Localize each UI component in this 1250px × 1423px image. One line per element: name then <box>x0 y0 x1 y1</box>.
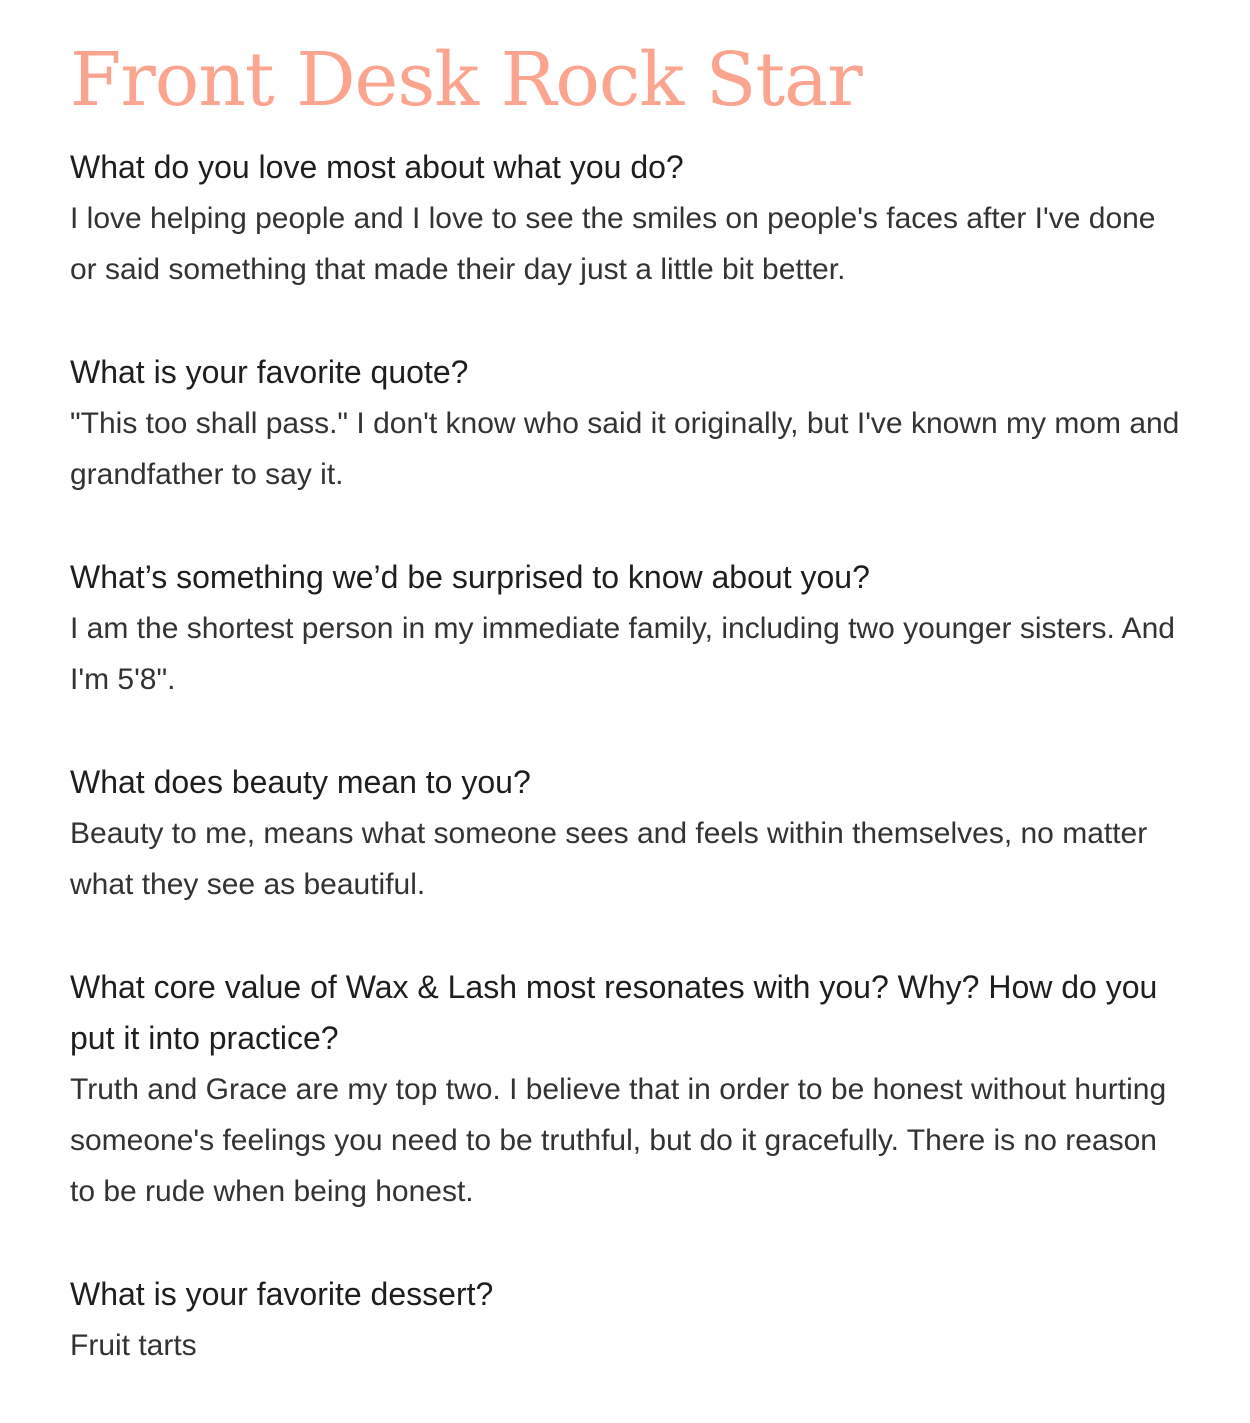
question-text: What is your favorite dessert? <box>70 1276 494 1312</box>
question-text: What is your favorite quote? <box>70 354 469 390</box>
answer-text: "This too shall pass." I don't know who said it originally, but I've known my mom and grandfather to say it. <box>70 407 1180 491</box>
answer-text: Fruit tarts <box>70 1329 197 1362</box>
qa-item-love-most <box>70 142 1180 295</box>
answer-text: Beauty to me, means what someone sees and feels within themselves, no matter what they see as beautiful. <box>70 817 1148 901</box>
profile-article <box>70 30 1180 1423</box>
answer-text: I love helping people and I love to see the smiles on people's faces after I've done or said something that made their day just a little bit better. <box>70 202 1156 286</box>
question-text: What core value of Wax & Lash most resonates with you? Why? How do you put it into practice? <box>70 969 1158 1056</box>
qa-item-favorite-quote <box>70 347 1180 500</box>
qa-item-surprise-fact <box>70 552 1180 705</box>
question-text: What do you love most about what you do? <box>70 149 684 185</box>
qa-item-core-value <box>70 962 1180 1217</box>
question-text: What’s something we’d be surprised to know about you? <box>70 559 870 595</box>
qa-item-beauty-meaning <box>70 757 1180 910</box>
qa-item-favorite-dessert <box>70 1269 1180 1371</box>
answer-text: I am the shortest person in my immediate family, including two younger sisters. And I'm 5'8". <box>70 612 1175 696</box>
answer-text: Truth and Grace are my top two. I believe that in order to be honest without hurting someone's feelings you need to be truthful, but do it gracefully. There is no reason to be rude when being honest. <box>70 1073 1167 1208</box>
page-title: Front Desk Rock Star <box>70 37 862 123</box>
question-text: What does beauty mean to you? <box>70 764 531 800</box>
